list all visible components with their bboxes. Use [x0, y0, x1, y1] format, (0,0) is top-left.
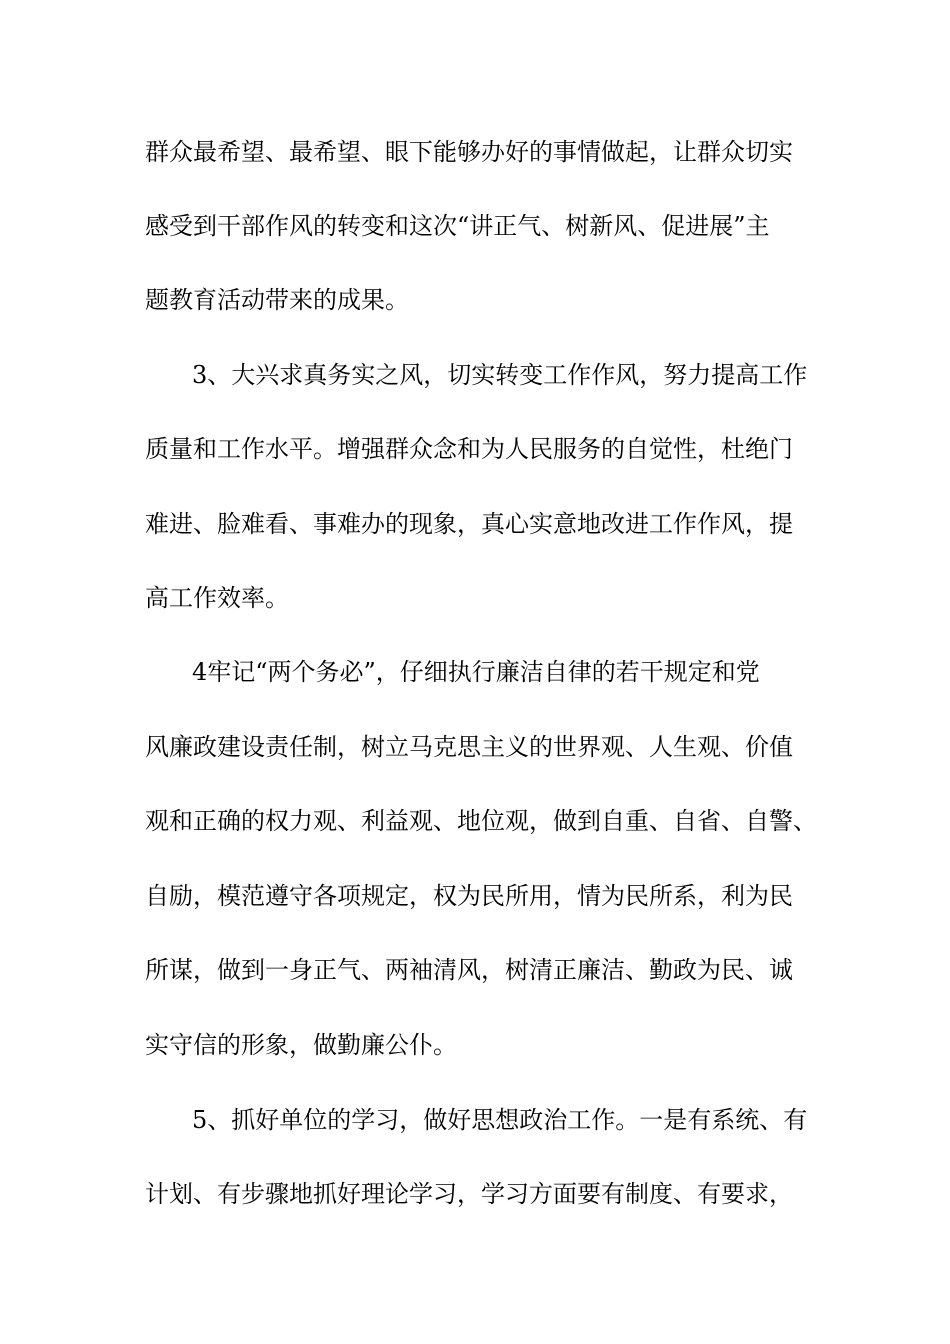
line-text: 自励，模范遵守各项规定，权为民所用，情为民所系，利为民: [145, 882, 793, 910]
text-line: [0, 801, 950, 841]
line-text: 质量和工作水平。增强群众念和为人民服务的自觉性，杜绝门: [145, 435, 793, 463]
line-text: 4牢记“两个务必”，仔细执行廉洁自律的若干规定和党: [192, 658, 760, 686]
line-text: 群众最希望、最希望、眼下能够办好的事情做起，让群众切实: [145, 138, 793, 166]
text-line: [0, 504, 950, 544]
text-line: [0, 727, 950, 767]
text-line: [0, 1025, 950, 1065]
paragraph-first-line: [0, 1100, 950, 1140]
paragraph-first-line: [0, 355, 950, 395]
line-text: 高工作效率。: [145, 584, 289, 612]
line-text: 实守信的形象，做勤廉公仆。: [145, 1031, 457, 1059]
line-text: 计划、有步骤地抓好理论学习，学习方面要有制度、有要求，: [145, 1180, 793, 1208]
line-text: 感受到干部作风的转变和这次“讲正气、树新风、促进展”主: [145, 212, 770, 240]
text-line: [0, 578, 950, 618]
text-line: [0, 280, 950, 320]
paragraph-first-line: [0, 652, 950, 692]
line-text: 风廉政建设责任制，树立马克思主义的世界观、人生观、价值: [145, 733, 793, 761]
line-text: 难进、脸难看、事难办的现象，真心实意地改进工作作风，提: [145, 510, 793, 538]
text-line: [0, 950, 950, 990]
line-text: 题教育活动带来的成果。: [145, 286, 409, 314]
text-line: [0, 206, 950, 246]
text-line: [0, 429, 950, 469]
line-text: 3、大兴求真务实之风，切实转变工作作风，努力提高工作: [192, 361, 808, 389]
text-line: [0, 1174, 950, 1214]
line-text: 观和正确的权力观、利益观、地位观，做到自重、自省、自警、: [145, 807, 817, 835]
line-text: 所谋，做到一身正气、两袖清风，树清正廉洁、勤政为民、诚: [145, 956, 793, 984]
line-text: 5、抓好单位的学习，做好思想政治工作。一是有系统、有: [192, 1106, 808, 1134]
text-line: [0, 132, 950, 172]
text-line: [0, 876, 950, 916]
